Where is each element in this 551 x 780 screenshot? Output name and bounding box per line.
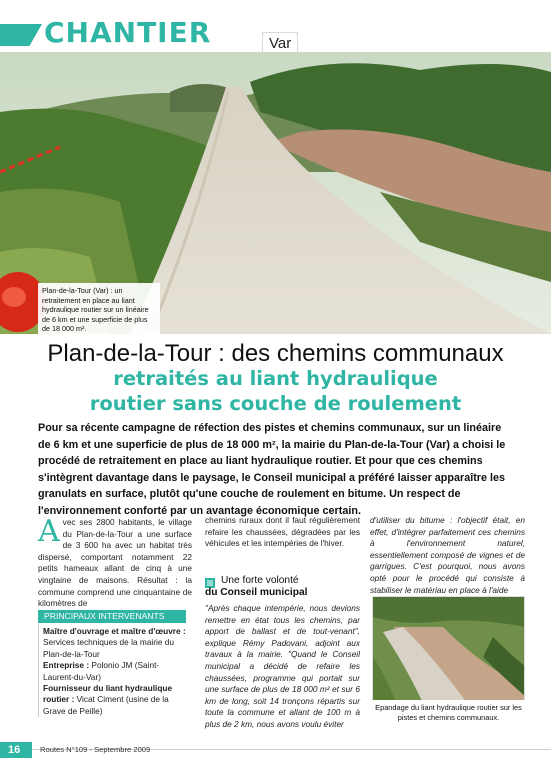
- subheading-line-1: Une forte volonté: [221, 575, 299, 586]
- photo-caption: Plan-de-la-Tour (Var) : un retraitement en place au liant hydraulique routier sur un linéaire de 6 km et une superficie de plus de 18 000 m².: [38, 283, 160, 337]
- intervenant-role: Maître d'ouvrage et maître d'œuvre :: [43, 626, 186, 636]
- intervenant-value: Polonio JM (Saint-Laurent-du-Var): [43, 660, 160, 682]
- column-3-text: d'utiliser du bitume : l'objectif était, en effet, d'intégrer parfaitement ces chemins à l'environnement naturel, essentiellement composé de vignes et de garrigues. C'est pourquoi, nous avons opté pour le procédé qui consiste à stabiliser le matériau en place à l'aide: [370, 515, 525, 595]
- intervenant-item: [43, 626, 188, 660]
- issue-info: Routes N°109 - Septembre 2009: [40, 745, 151, 754]
- section-title: CHANTIER: [44, 16, 212, 49]
- region-tag: Var: [262, 32, 298, 56]
- column-2-text: chemins ruraux dont il faut régulièrement refaire les chaussées, dégradées par les véhicules et les intempéries de l'hiver.: [205, 515, 360, 549]
- intervenants-title: PRINCIPAUX INTERVENANTS: [38, 610, 186, 623]
- column-1: [38, 514, 192, 610]
- column-1-text: vec ses 2800 habitants, le village du Plan-de-la-Tour a une surface de 3 600 ha avec un habitat très dispersé, comportant notamment 22 petits hameaux allant de cinq à une vingtaine de maisons. Résultat : la commune comprend une cinquantaine de kilomètres de: [38, 517, 192, 609]
- intervenant-role: Entreprise :: [43, 660, 90, 671]
- lead-text: Pour sa récente campagne de réfection des pistes et chemins communaux, sur un linéaire de 6 km et une superficie de plus de 18 000 m², la mairie du Plan-de-la-Tour (Var) a choisi le procédé de retraitement en place au liant hydraulique routier. Et pour que ces chemins s'intègrent davantage dans le paysage, le Conseil municipal a préféré laisser apparaître les granulats en surface, plutôt qu'une couche de roulement en bitume. Un respect de l'environnement conforté par un avantage économique certain.: [38, 422, 506, 517]
- intervenant-value: Services techniques de la mairie du Plan-de-la-Tour: [43, 637, 174, 659]
- intervenant-item: [43, 683, 188, 717]
- intervenant-item: [43, 660, 188, 683]
- inset-caption: Epandage du liant hydraulique routier sur les pistes et chemins communaux.: [372, 700, 525, 726]
- column-3: [370, 515, 525, 596]
- intervenant-value: Vicat Ciment (usine de la Grave de Peille): [43, 694, 169, 716]
- lead-paragraph: [38, 420, 514, 520]
- page-number: 16: [8, 744, 21, 756]
- headline-line-1: Plan-de-la-Tour : des chemins communaux: [47, 340, 504, 367]
- intervenants-box: [38, 624, 192, 717]
- intervenant-role: Fournisseur du liant hydraulique routier :: [43, 683, 173, 705]
- drop-cap: A: [38, 514, 60, 549]
- column-2-quote: "Après chaque intempérie, nous devions remettre en état tous les chemins, par apport de ballast et de tout-venant", explique Rémy Padovani, adjoint aux travaux à la mairie. "Quand le Conseil municipal a décidé de refaire les chaussées, programme qui portait sur une surface de plus de 18 000 m² et sur 6 km de long, soit 14 tronçons répartis sur toute la commune et allant de 100 m à plus de 2 km, nous avons voulu éviter: [205, 603, 360, 729]
- headline-line-3: routier sans couche de roulement: [89, 392, 462, 415]
- column-2: [205, 515, 360, 550]
- section-mark: [0, 24, 42, 46]
- subheading-line-2: du Conseil municipal: [205, 587, 308, 598]
- headline-line-2: retraités au liant hydraulique: [113, 367, 438, 390]
